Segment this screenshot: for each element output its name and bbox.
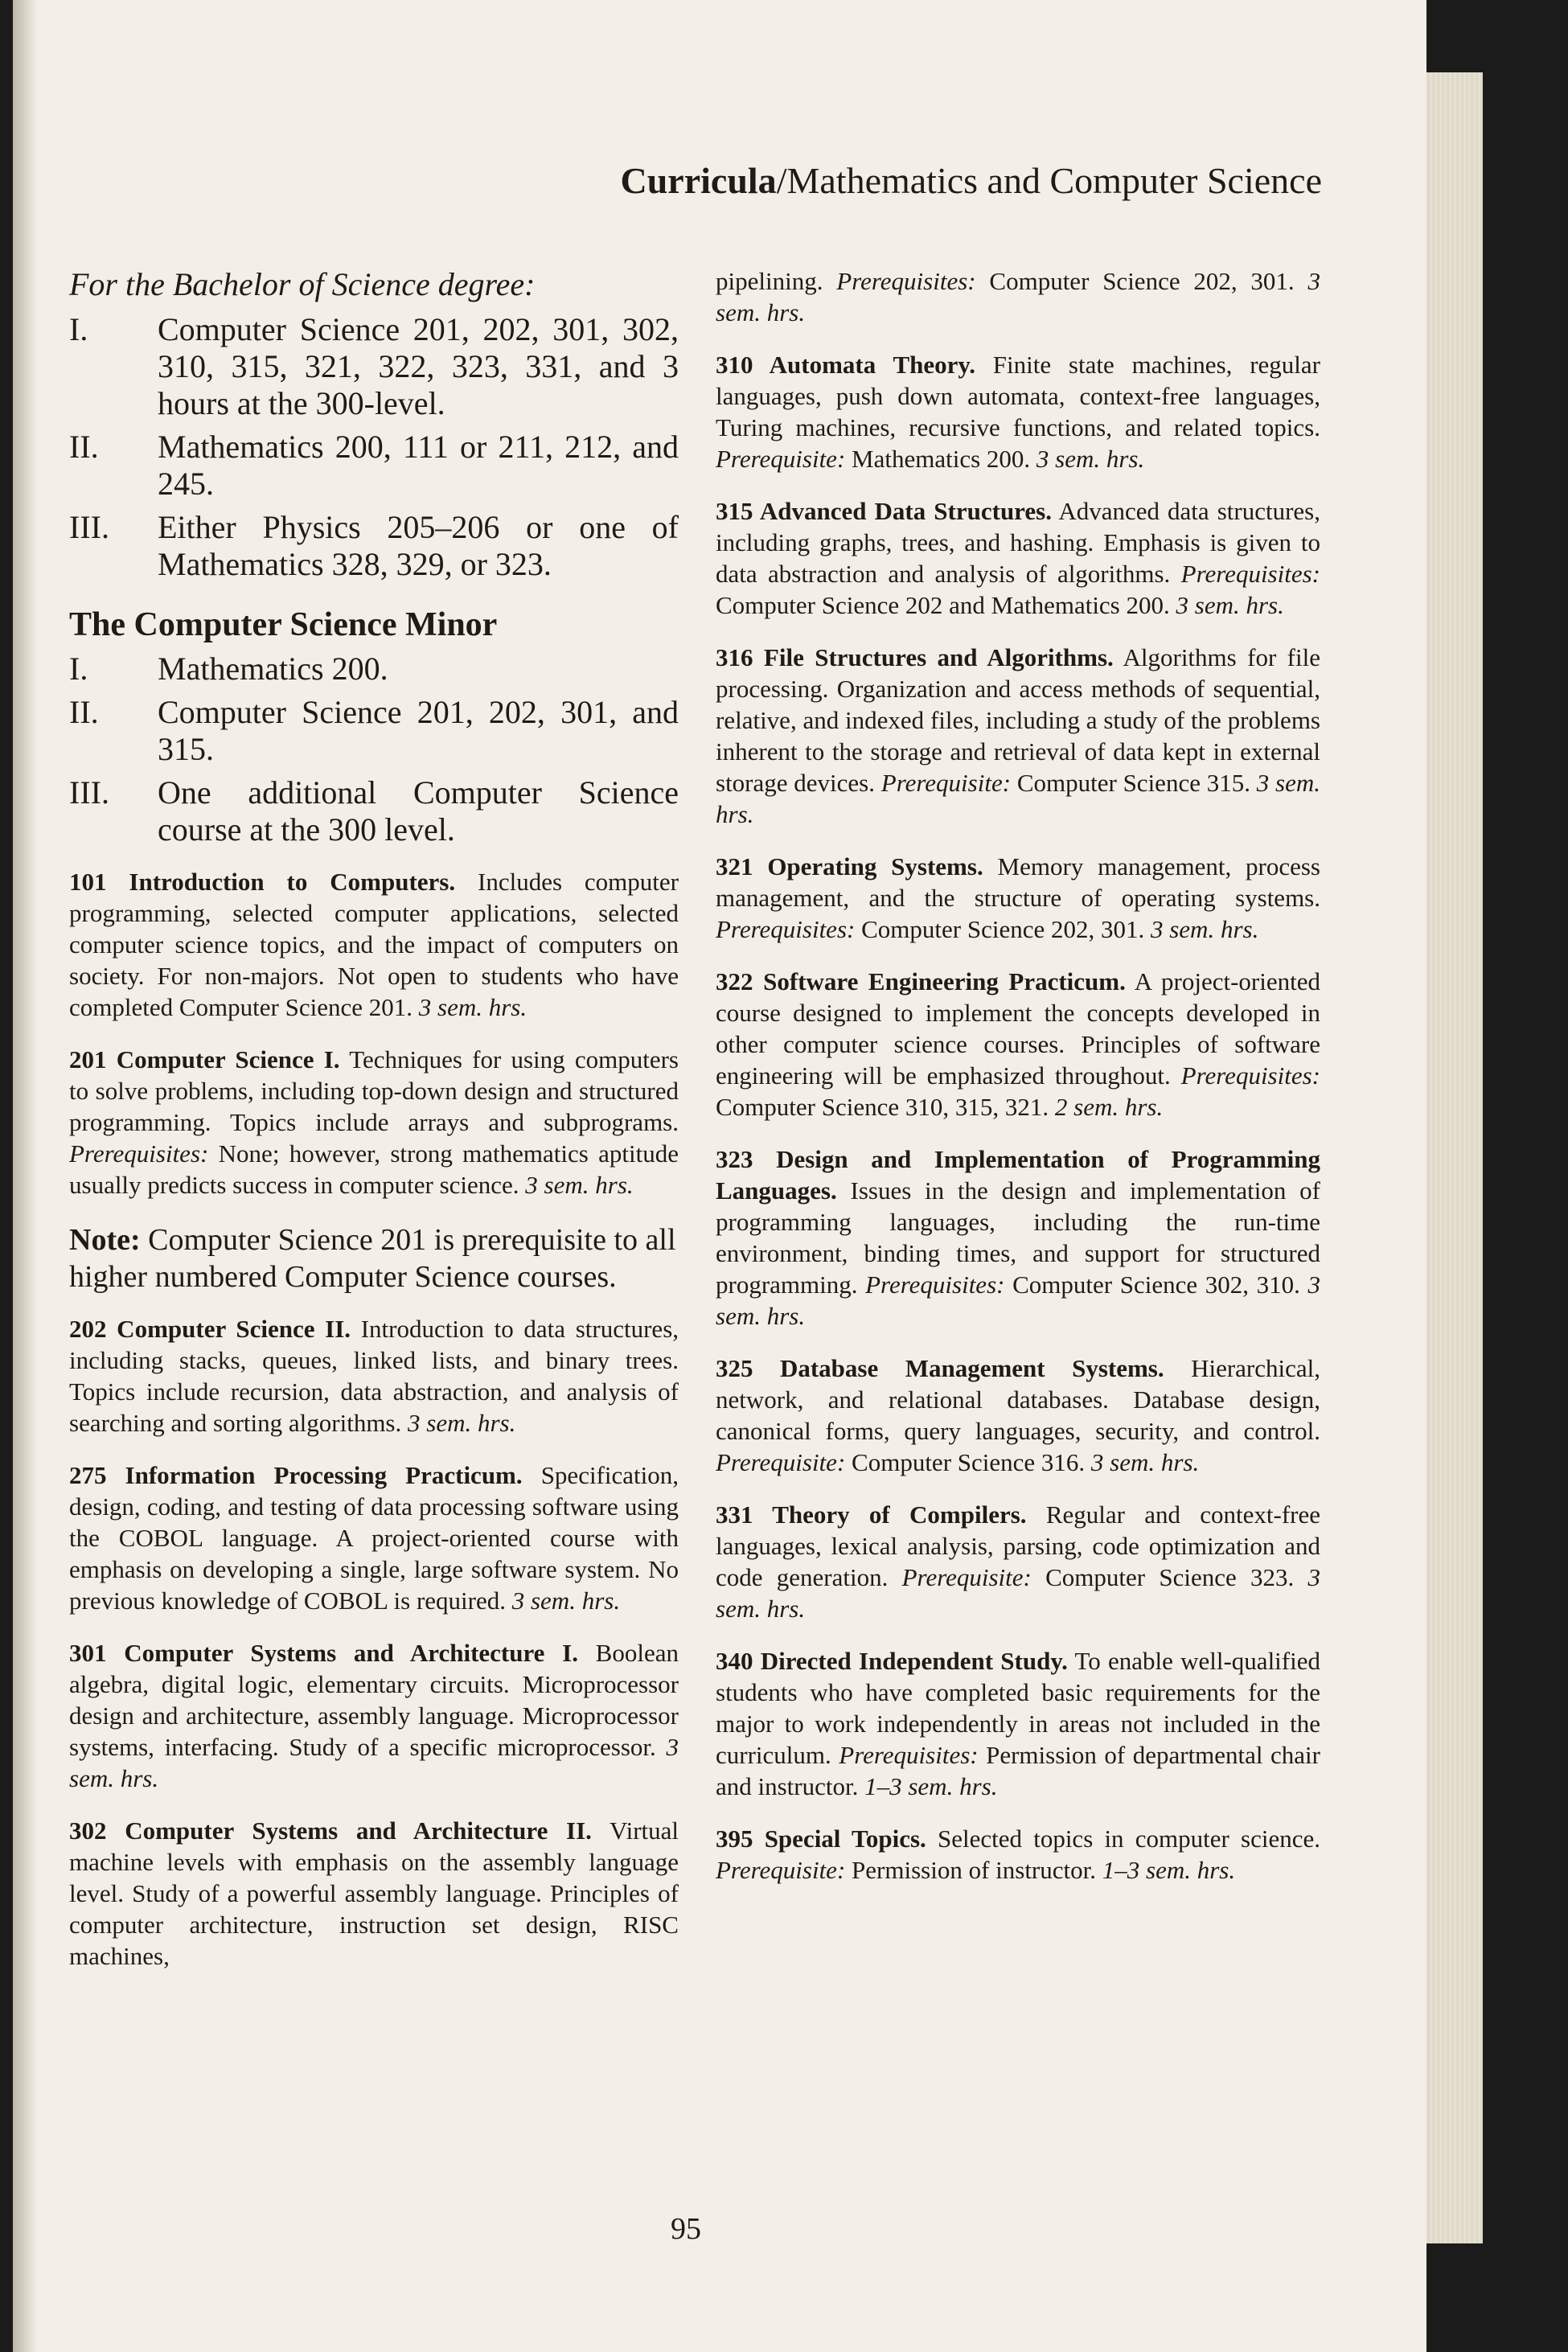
prereq-label: Prerequisites: <box>865 1270 1005 1299</box>
course-desc: Advanced data structures, including graphs, trees, and hashing. Emphasis is given to data abstraction and analysis of algorithms. <box>716 497 1320 588</box>
course-hours: 1–3 sem. hrs. <box>864 1772 998 1800</box>
course-325 <box>716 1353 1320 1478</box>
req-text: Computer Science 201, 202, 301, 302, 310, 315, 321, 322, 323, 331, and 3 hours at the 300-level. <box>158 311 679 421</box>
minor-title: The Computer Science Minor <box>69 606 498 643</box>
prereq-label: Prerequisites: <box>839 1741 979 1769</box>
prereq-text: Mathematics 200. <box>845 445 1036 473</box>
left-column <box>69 265 679 1993</box>
course-title: 321 Operating Systems. <box>716 852 983 880</box>
course-desc: Specification, design, coding, and testing of data processing software using the COBOL language. A project-oriented course with emphasis on developing a single, large software system. No previous knowledge of COBOL is required. <box>69 1461 679 1615</box>
prereq-text: None; however, strong mathematics aptitude usually predicts success in computer science. <box>69 1139 679 1199</box>
course-desc: Regular and context-free languages, lexical analysis, parsing, code optimization and code generation. <box>716 1500 1320 1591</box>
course-title: 302 Computer Systems and Architecture II. <box>69 1816 592 1845</box>
page-edges <box>1426 72 1483 2243</box>
prereq-label: Prerequisite: <box>880 769 1012 797</box>
bs-req-1 <box>69 311 679 422</box>
course-202 <box>69 1313 679 1439</box>
course-desc: Includes computer programming, selected computer applications, selected computer science topics, and the impact of computers on society. For non-majors. Not open to students who have completed Computer Science 201. <box>69 868 679 1021</box>
course-desc: A project-oriented course designed to implement the concepts developed in other computer science courses. Principles of software engineering will be emphasized throughout. <box>716 967 1320 1090</box>
prereq-text: Computer Science 323. <box>1031 1563 1308 1591</box>
course-323 <box>716 1143 1320 1332</box>
course-331 <box>716 1499 1320 1624</box>
note-label: Note: <box>69 1223 141 1257</box>
course-hours: 3 sem. hrs. <box>1090 1448 1200 1476</box>
prereq-label: Prerequisites: <box>1180 1061 1320 1090</box>
req-text: Mathematics 200. <box>158 651 388 687</box>
course-321 <box>716 851 1320 945</box>
course-275 <box>69 1459 679 1616</box>
header-bold: Curricula <box>620 160 777 201</box>
minor-req-1 <box>69 651 679 688</box>
course-desc: Algorithms for file processing. Organization and access methods of sequential, relative, and indexed files, including a study of the problems inherent to the storage and retrieval of data kept in external storage devices. <box>716 643 1320 797</box>
course-title: 331 Theory of Compilers. <box>716 1500 1027 1529</box>
prereq-label: Prerequisites: <box>716 915 856 943</box>
course-title: 340 Directed Independent Study. <box>716 1647 1068 1675</box>
bs-degree-title: For the Bachelor of Science degree: <box>69 266 536 302</box>
prereq-text: Permission of departmental chair and instructor. <box>716 1741 1320 1800</box>
course-title: 325 Database Management Systems. <box>716 1354 1164 1382</box>
course-title: 315 Advanced Data Structures. <box>716 497 1052 525</box>
prereq-text: Computer Science 315. <box>1011 769 1257 797</box>
course-hours: 3 sem. hrs. <box>408 1409 516 1437</box>
req-text: Either Physics 205–206 or one of Mathematics 328, 329, or 323. <box>158 509 679 582</box>
page-number: 95 <box>671 2212 701 2246</box>
req-num: III. <box>69 509 109 545</box>
course-desc: Issues in the design and implementation of programming languages, including the run-time environment, binding times, and support for structured programming. <box>716 1176 1320 1299</box>
course-hours: 3 sem. hrs. <box>69 1733 679 1792</box>
course-hours: 3 sem. hrs. <box>716 1563 1320 1623</box>
prereq-label: Prerequisite: <box>716 445 846 473</box>
req-num: I. <box>69 311 88 347</box>
course-hours: 3 sem. hrs. <box>525 1171 634 1199</box>
bs-req-2 <box>69 429 679 503</box>
prerequisite-note <box>69 1221 679 1295</box>
prereq-label: Prerequisite: <box>901 1563 1032 1591</box>
note-text: Computer Science 201 is prerequisite to all higher numbered Computer Science courses. <box>69 1223 676 1294</box>
course-desc: Selected topics in computer science. <box>926 1825 1320 1853</box>
course-315 <box>716 495 1320 621</box>
course-hours: 1–3 sem. hrs. <box>1102 1856 1236 1884</box>
prereq-text: Computer Science 202, 301. <box>975 267 1308 295</box>
req-text: Mathematics 200, 111 or 211, 212, and 245. <box>158 429 679 502</box>
prereq-label: Prerequisites: <box>836 267 976 295</box>
prereq-text: Permission of instructor. <box>845 1856 1102 1884</box>
req-num: I. <box>69 651 88 687</box>
running-header <box>620 159 1322 202</box>
course-desc: Finite state machines, regular languages, push down automata, context-free languages, Turing machines, recursive functions, and related topics. <box>716 351 1320 441</box>
course-340 <box>716 1645 1320 1802</box>
course-hours: 3 sem. hrs. <box>716 267 1320 326</box>
course-title: 322 Software Engineering Practicum. <box>716 967 1126 995</box>
prereq-text: Computer Science 202, 301. <box>855 915 1151 943</box>
course-395 <box>716 1823 1320 1886</box>
prereq-text: Computer Science 302, 310. <box>1004 1270 1308 1299</box>
course-hours: 2 sem. hrs. <box>1054 1093 1164 1121</box>
minor-req-2 <box>69 694 679 768</box>
course-hours: 3 sem. hrs. <box>1150 915 1259 943</box>
course-301 <box>69 1637 679 1794</box>
right-column <box>716 265 1320 1907</box>
course-title: 101 Introduction to Computers. <box>69 868 456 896</box>
course-hours: 3 sem. hrs. <box>511 1586 621 1615</box>
course-hours: 3 sem. hrs. <box>418 993 527 1021</box>
course-310 <box>716 349 1320 474</box>
course-hours: 3 sem. hrs. <box>1036 445 1145 473</box>
header-rest: /Mathematics and Computer Science <box>776 160 1322 201</box>
course-201 <box>69 1044 679 1201</box>
course-101 <box>69 866 679 1023</box>
req-text: Computer Science 201, 202, 301, and 315. <box>158 694 679 767</box>
course-title: 316 File Structures and Algorithms. <box>716 643 1114 671</box>
course-desc: Boolean algebra, digital logic, elementary circuits. Microprocessor design and architecture, assembly language. Microprocessor systems, interfacing. Study of a specific microprocessor. <box>69 1639 679 1761</box>
prereq-label: Prerequisite: <box>716 1856 846 1884</box>
gutter-shadow <box>13 0 37 2352</box>
course-316 <box>716 642 1320 830</box>
course-title: 310 Automata Theory. <box>716 351 975 379</box>
course-title: 275 Information Processing Practicum. <box>69 1461 523 1489</box>
course-302-continued <box>716 265 1320 328</box>
req-text: One additional Computer Science course at the 300 level. <box>158 774 679 848</box>
prereq-text: Computer Science 202 and Mathematics 200. <box>716 591 1176 619</box>
prereq-label: Prerequisite: <box>716 1448 846 1476</box>
course-desc: Techniques for using computers to solve problems, including top-down design and structured programming. Topics include arrays and subprograms. <box>69 1045 679 1136</box>
course-desc: Virtual machine levels with emphasis on the assembly language level. Study of a powerful assembly language. Principles of computer architecture, instruction set design, RISC machines, <box>69 1816 679 1970</box>
prereq-label: Prerequisites: <box>69 1139 209 1168</box>
bs-req-3 <box>69 509 679 583</box>
course-302 <box>69 1815 679 1972</box>
req-num: II. <box>69 429 99 465</box>
req-num: III. <box>69 774 109 811</box>
req-num: II. <box>69 694 99 730</box>
course-desc: Hierarchical, network, and relational databases. Database design, canonical forms, query languages, security, and control. <box>716 1354 1320 1445</box>
course-desc: Introduction to data structures, including stacks, queues, linked lists, and binary trees. Topics include recursion, data abstraction, and analysis of searching and sorting algorithms. <box>69 1315 679 1437</box>
prereq-text: Computer Science 316. <box>845 1448 1091 1476</box>
course-desc: To enable well-qualified students who have completed basic requirements for the major to work independently in areas not included in the curriculum. <box>716 1647 1320 1769</box>
course-desc: pipelining. <box>716 267 837 295</box>
course-title: 202 Computer Science II. <box>69 1315 351 1343</box>
prereq-text: Computer Science 310, 315, 321. <box>716 1093 1055 1121</box>
course-hours: 3 sem. hrs. <box>716 1270 1320 1330</box>
course-desc: Memory management, process management, and the structure of operating systems. <box>716 852 1320 912</box>
course-title: 395 Special Topics. <box>716 1825 926 1853</box>
prereq-label: Prerequisites: <box>1180 560 1320 588</box>
minor-req-3 <box>69 774 679 848</box>
course-title: 323 Design and Implementation of Programming Languages. <box>716 1145 1320 1205</box>
course-title: 301 Computer Systems and Architecture I. <box>69 1639 578 1667</box>
course-hours: 3 sem. hrs. <box>716 769 1320 828</box>
course-title: 201 Computer Science I. <box>69 1045 340 1073</box>
course-hours: 3 sem. hrs. <box>1176 591 1284 619</box>
course-322 <box>716 966 1320 1123</box>
